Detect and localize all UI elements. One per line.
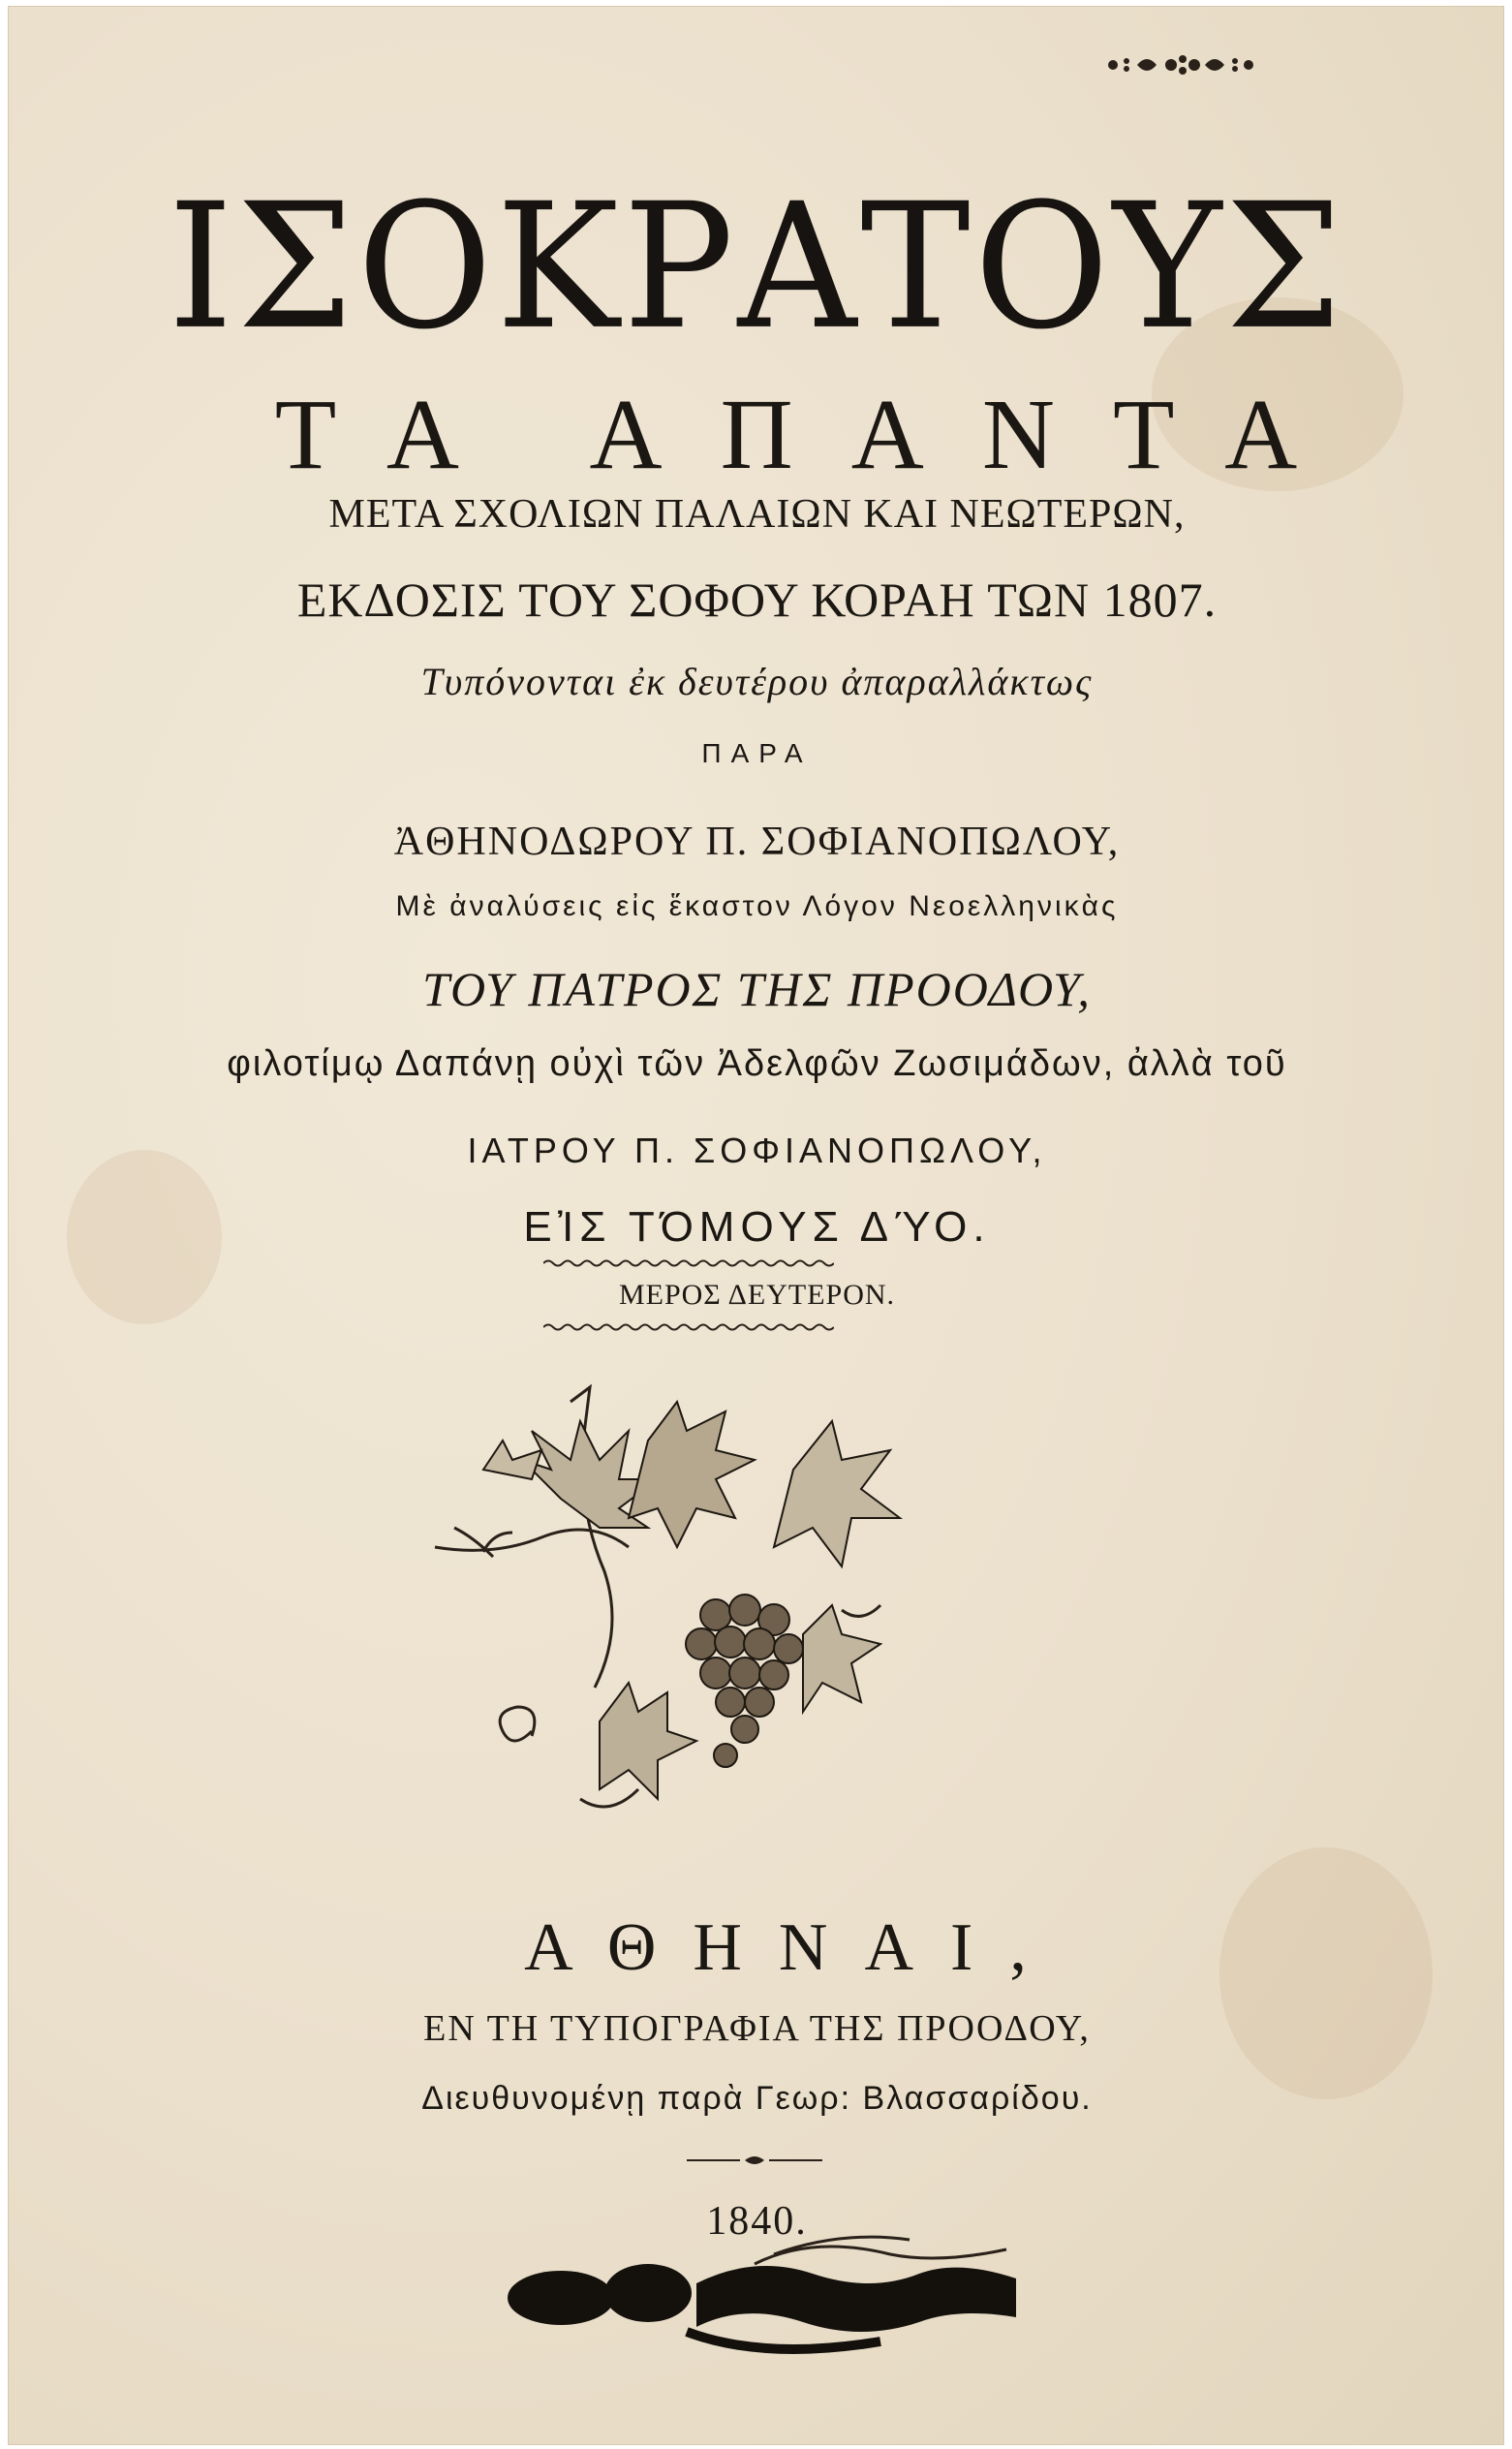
commentary-line: ΜΕΤΑ ΣΧΟΛΙΩΝ ΠΑΛΑΙΩΝ ΚΑΙ ΝΕΩΤΕΡΩΝ, — [328, 492, 1186, 537]
ink-signature-icon — [503, 2225, 1045, 2371]
floral-ornament-icon — [1094, 46, 1268, 84]
book-title: ΙΣΟΚΡΑΤΟΥΣ — [168, 167, 1346, 368]
wavy-rule-icon — [543, 1258, 834, 1268]
publisher-name: ἈΘΗΝΟΔΩΡΟΥ Π. ΣΟΦΙΑΝΟΠΩΛΟΥ, — [393, 820, 1121, 864]
title-page — [8, 6, 1504, 2445]
dash-ornament-icon — [687, 2151, 822, 2170]
author-attribution: ΤΟΥ ΠΑΤΡΟΣ ΤΗΣ ΠΡΟΟΔΟΥ, — [422, 962, 1092, 1016]
publication-year: 1840. — [706, 2199, 808, 2244]
edition-line: ΕΚΔΟΣΙΣ ΤΟΥ ΣΟΦΟΥ ΚΟΡΑΗ ΤΩΝ 1807. — [296, 573, 1218, 627]
book-subtitle: ΤΑ ΑΠΑΝΤΑ — [274, 379, 1356, 490]
press-line: ΕΝ ΤΗ ΤΥΠΟΓΡΑΦΙΑ ΤΗΣ ΠΡΟΟΔΟΥ, — [423, 2008, 1091, 2049]
physician-name: ΙΑΤΡΟΥ Π. ΣΟΦΙΑΝΟΠΩΛΟΥ, — [467, 1131, 1047, 1170]
sponsorship-line: φιλοτίμῳ Δαπάνῃ οὐχὶ τῶν Ἀδελφῶν Ζωσιμάδων, ἀλλὰ τοῦ — [227, 1043, 1287, 1084]
city-name: ΑΘΗΝΑΙ, — [524, 1910, 1064, 1985]
wavy-rule-icon — [543, 1322, 834, 1332]
part-line: ΜΕΡΟΣ ΔΕΥΤΕΡΟΝ. — [618, 1279, 896, 1311]
reprint-note: Τυπόνονται ἐκ δευτέρου ἀπαραλλάκτως — [420, 660, 1094, 703]
director-line: Διευθυνομένῃ παρὰ Γεωρ: Βλασσαρίδου. — [421, 2080, 1093, 2117]
analysis-note: Μὲ ἀναλύσεις εἰς ἕκαστον Λόγον Νεοελληνικὰς — [395, 890, 1119, 922]
grapevine-vignette-icon — [425, 1382, 929, 1847]
volumes-line: ΕἸΣ ΤΌΜΟΥΣ ΔΎΟ. — [523, 1203, 991, 1251]
para-label: ΠΑΡΑ — [701, 738, 813, 768]
